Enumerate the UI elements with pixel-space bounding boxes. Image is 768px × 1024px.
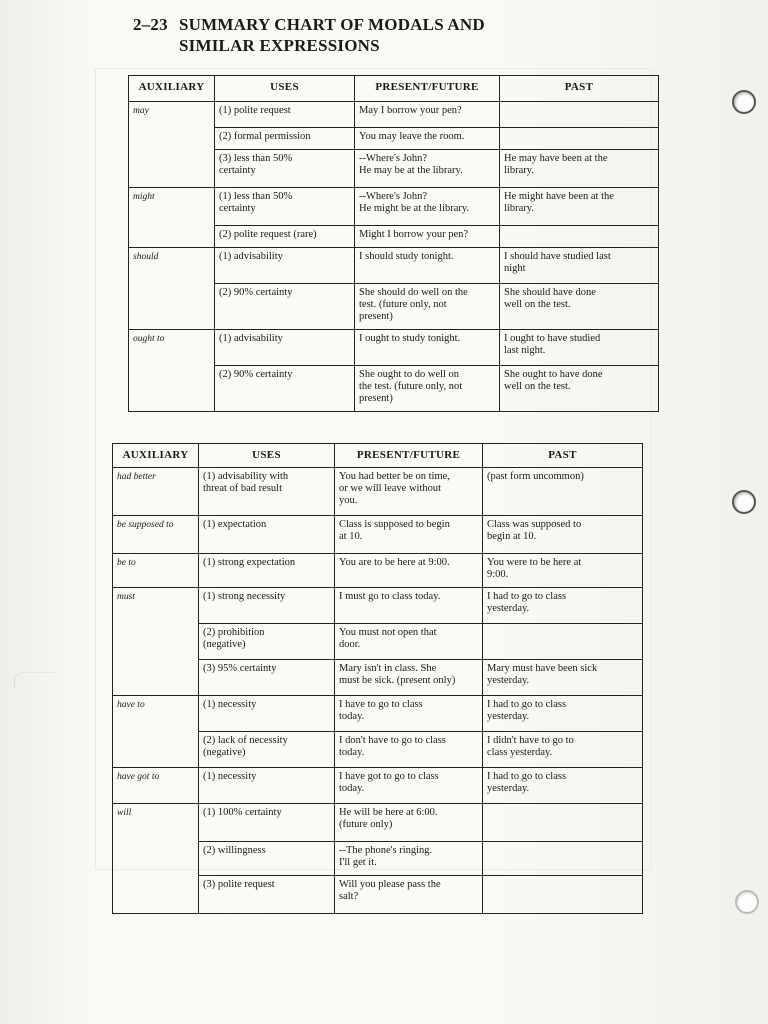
present-future-cell: You must not open that door.: [335, 624, 483, 660]
table-row: [129, 366, 659, 412]
table-row: [113, 842, 643, 876]
modals-table-2: [112, 443, 643, 914]
uses-cell: (2) 90% certainty: [215, 284, 355, 330]
uses-cell: (1) expectation: [199, 516, 335, 554]
present-future-cell: I must go to class today.: [335, 588, 483, 624]
present-future-cell: --Where's John? He might be at the library.: [355, 188, 500, 226]
binder-hole-middle: [732, 490, 756, 514]
table-row: [129, 248, 659, 284]
uses-cell: (2) polite request (rare): [215, 226, 355, 248]
past-cell: She should have done well on the test.: [500, 284, 659, 330]
uses-cell: (1) necessity: [199, 696, 335, 732]
uses-cell: (1) advisability with threat of bad result: [199, 468, 335, 516]
uses-cell: (2) formal permission: [215, 128, 355, 150]
present-future-cell: Mary isn't in class. She must be sick. (present only): [335, 660, 483, 696]
present-future-cell: Might I borrow your pen?: [355, 226, 500, 248]
table-row: [129, 284, 659, 330]
auxiliary-cell: [129, 226, 215, 248]
past-cell: [500, 102, 659, 128]
table-row: [113, 660, 643, 696]
auxiliary-cell: be supposed to: [113, 516, 199, 554]
table-row: [129, 226, 659, 248]
auxiliary-cell: [129, 284, 215, 330]
uses-cell: (3) less than 50% certainty: [215, 150, 355, 188]
auxiliary-cell: [129, 128, 215, 150]
auxiliary-cell: [113, 624, 199, 660]
past-cell: You were to be here at 9:00.: [483, 554, 643, 588]
uses-cell: (1) polite request: [215, 102, 355, 128]
auxiliary-cell: [113, 842, 199, 876]
uses-cell: (2) 90% certainty: [215, 366, 355, 412]
header-past: PAST: [483, 444, 643, 468]
header-present-future: PRESENT/FUTURE: [355, 76, 500, 102]
section-number: 2–23: [133, 15, 168, 34]
uses-cell: (1) advisability: [215, 248, 355, 284]
past-cell: Class was supposed to begin at 10.: [483, 516, 643, 554]
header-uses: USES: [215, 76, 355, 102]
auxiliary-cell: [113, 876, 199, 914]
past-cell: [483, 876, 643, 914]
table-row: [113, 768, 643, 804]
auxiliary-cell: will: [113, 804, 199, 842]
header-uses: USES: [199, 444, 335, 468]
past-cell: (past form uncommon): [483, 468, 643, 516]
uses-cell: (1) strong expectation: [199, 554, 335, 588]
auxiliary-cell: should: [129, 248, 215, 284]
header-auxiliary: AUXILIARY: [113, 444, 199, 468]
past-cell: He may have been at the library.: [500, 150, 659, 188]
past-cell: [483, 804, 643, 842]
past-cell: He might have been at the library.: [500, 188, 659, 226]
modals-table-1: [128, 75, 659, 412]
table-row: [113, 696, 643, 732]
present-future-cell: He will be here at 6:00. (future only): [335, 804, 483, 842]
present-future-cell: --The phone's ringing. I'll get it.: [335, 842, 483, 876]
past-cell: [500, 128, 659, 150]
present-future-cell: Class is supposed to begin at 10.: [335, 516, 483, 554]
past-cell: I didn't have to go to class yesterday.: [483, 732, 643, 768]
table-row: [113, 732, 643, 768]
table-row: [113, 516, 643, 554]
table-header-row: [113, 444, 643, 468]
header-auxiliary: AUXILIARY: [129, 76, 215, 102]
auxiliary-cell: have got to: [113, 768, 199, 804]
header-past: PAST: [500, 76, 659, 102]
table-row: [113, 554, 643, 588]
past-cell: [483, 624, 643, 660]
page-edge-mark: [14, 672, 55, 687]
header-present-future: PRESENT/FUTURE: [335, 444, 483, 468]
auxiliary-cell: [113, 732, 199, 768]
present-future-cell: You may leave the room.: [355, 128, 500, 150]
auxiliary-cell: be to: [113, 554, 199, 588]
table-row: [113, 876, 643, 914]
present-future-cell: She should do well on the test. (future only, not present): [355, 284, 500, 330]
uses-cell: (1) advisability: [215, 330, 355, 366]
past-cell: I ought to have studied last night.: [500, 330, 659, 366]
auxiliary-cell: might: [129, 188, 215, 226]
present-future-cell: I should study tonight.: [355, 248, 500, 284]
section-heading: [133, 14, 485, 56]
auxiliary-cell: have to: [113, 696, 199, 732]
table-row: [113, 624, 643, 660]
table-row: [129, 188, 659, 226]
uses-cell: (2) willingness: [199, 842, 335, 876]
auxiliary-cell: had better: [113, 468, 199, 516]
table-row: [113, 804, 643, 842]
uses-cell: (2) prohibition (negative): [199, 624, 335, 660]
past-cell: I had to go to class yesterday.: [483, 588, 643, 624]
table-row: [129, 150, 659, 188]
present-future-cell: I ought to study tonight.: [355, 330, 500, 366]
uses-cell: (1) 100% certainty: [199, 804, 335, 842]
present-future-cell: --Where's John? He may be at the library.: [355, 150, 500, 188]
auxiliary-cell: ought to: [129, 330, 215, 366]
section-title-line2: SIMILAR EXPRESSIONS: [179, 36, 380, 55]
uses-cell: (1) less than 50% certainty: [215, 188, 355, 226]
table-row: [113, 588, 643, 624]
past-cell: I had to go to class yesterday.: [483, 768, 643, 804]
past-cell: I should have studied last night: [500, 248, 659, 284]
present-future-cell: You had better be on time, or we will leave without you.: [335, 468, 483, 516]
present-future-cell: I have to go to class today.: [335, 696, 483, 732]
section-title-line1: SUMMARY CHART OF MODALS AND: [179, 15, 485, 34]
past-cell: She ought to have done well on the test.: [500, 366, 659, 412]
present-future-cell: May I borrow your pen?: [355, 102, 500, 128]
present-future-cell: She ought to do well on the test. (future only, not present): [355, 366, 500, 412]
past-cell: [483, 842, 643, 876]
table-row: [129, 128, 659, 150]
present-future-cell: Will you please pass the salt?: [335, 876, 483, 914]
past-cell: [500, 226, 659, 248]
binder-hole-bottom: [735, 890, 759, 914]
uses-cell: (2) lack of necessity (negative): [199, 732, 335, 768]
binder-hole-top: [732, 90, 756, 114]
table-row: [129, 102, 659, 128]
uses-cell: (1) necessity: [199, 768, 335, 804]
auxiliary-cell: [129, 150, 215, 188]
auxiliary-cell: must: [113, 588, 199, 624]
present-future-cell: I have got to go to class today.: [335, 768, 483, 804]
uses-cell: (3) 95% certainty: [199, 660, 335, 696]
present-future-cell: I don't have to go to class today.: [335, 732, 483, 768]
uses-cell: (3) polite request: [199, 876, 335, 914]
table-row: [129, 330, 659, 366]
auxiliary-cell: [129, 366, 215, 412]
uses-cell: (1) strong necessity: [199, 588, 335, 624]
past-cell: Mary must have been sick yesterday.: [483, 660, 643, 696]
table-header-row: [129, 76, 659, 102]
auxiliary-cell: [113, 660, 199, 696]
present-future-cell: You are to be here at 9:00.: [335, 554, 483, 588]
table-row: [113, 468, 643, 516]
auxiliary-cell: may: [129, 102, 215, 128]
past-cell: I had to go to class yesterday.: [483, 696, 643, 732]
